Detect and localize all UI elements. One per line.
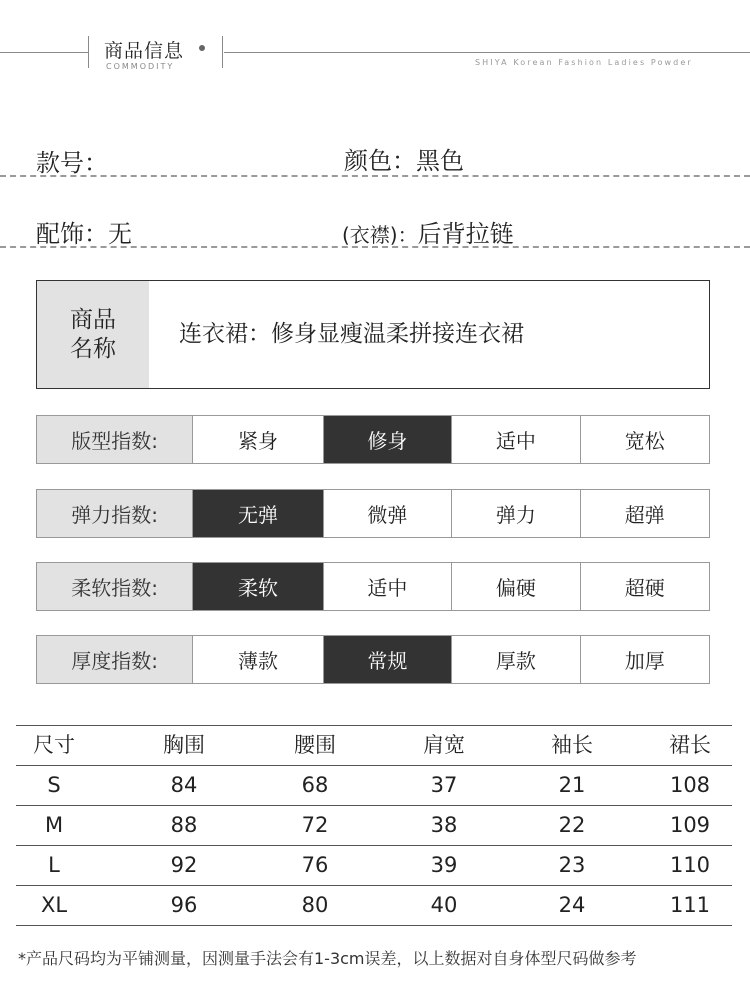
table-header-cell: 袖长 xyxy=(551,733,593,757)
index-option: 微弹 xyxy=(324,490,452,537)
index-label: 版型指数: xyxy=(37,416,193,463)
index-option: 弹力 xyxy=(452,490,580,537)
table-header-cell: 肩宽 xyxy=(423,733,465,757)
table-row xyxy=(16,766,732,806)
table-cell: 84 xyxy=(170,773,198,797)
product-name-box xyxy=(36,280,710,389)
brand-tagline: SHIYA Korean Fashion Ladies Powder xyxy=(475,58,693,67)
index-option: 偏硬 xyxy=(452,563,580,610)
index-label: 弹力指数: xyxy=(37,490,193,537)
index-label: 厚度指数: xyxy=(37,636,193,683)
placket-value: 后背拉链 xyxy=(417,220,514,248)
color-value: 黑色 xyxy=(416,147,464,175)
color-field xyxy=(344,141,464,176)
table-cell: 110 xyxy=(669,853,711,877)
index-option: 厚款 xyxy=(452,636,580,683)
index-option: 紧身 xyxy=(193,416,323,463)
table-cell: 72 xyxy=(301,813,329,837)
section-title: 商品信息 xyxy=(104,40,185,62)
table-cell: 108 xyxy=(669,773,711,797)
index-option: 加厚 xyxy=(624,649,665,673)
table-cell: 92 xyxy=(170,853,198,877)
measurement-note: *产品尺码均为平铺测量，因测量手法会有1-3cm误差，以上数据对自身体型尺码做参考 xyxy=(18,949,637,968)
header-divider-right xyxy=(222,36,223,68)
table-header-row xyxy=(16,725,732,766)
header-divider-left xyxy=(88,36,89,68)
index-label: 柔软指数: xyxy=(37,563,193,610)
index-option-selected: 修身 xyxy=(324,416,452,463)
table-cell: 96 xyxy=(170,893,198,917)
table-cell: 24 xyxy=(558,893,586,917)
index-option-selected: 常规 xyxy=(324,636,452,683)
size-table xyxy=(16,725,732,926)
table-cell: 76 xyxy=(301,853,329,877)
header-line-left xyxy=(0,52,88,53)
fit-index-row xyxy=(36,415,710,464)
accessory-value: 无 xyxy=(108,220,132,248)
accessory-field xyxy=(36,214,132,249)
index-option: 超弹 xyxy=(624,503,665,527)
bullet-dot-icon xyxy=(199,45,205,51)
table-header-cell: 腰围 xyxy=(294,733,336,757)
table-header-cell: 裙长 xyxy=(669,733,711,757)
table-cell: 40 xyxy=(430,893,458,917)
table-row xyxy=(16,806,732,846)
placket-field xyxy=(342,214,514,249)
dashed-divider xyxy=(0,175,750,177)
section-subtitle: COMMODITY xyxy=(106,62,175,71)
table-header-cell: 胸围 xyxy=(163,733,205,757)
table-cell: 109 xyxy=(669,813,711,837)
product-name-label xyxy=(37,281,149,388)
table-cell: 39 xyxy=(430,853,458,877)
accessory-label: 配饰： xyxy=(36,220,108,248)
table-cell: XL xyxy=(40,893,68,917)
table-cell: 68 xyxy=(301,773,329,797)
table-cell: 80 xyxy=(301,893,329,917)
product-name-value: 连衣裙：修身显瘦温柔拼接连衣裙 xyxy=(179,321,524,347)
table-row xyxy=(16,886,732,926)
index-option: 薄款 xyxy=(193,636,323,683)
elasticity-index-row xyxy=(36,489,710,538)
table-header-cell: 尺寸 xyxy=(33,733,75,757)
table-cell: 88 xyxy=(170,813,198,837)
table-cell: 38 xyxy=(430,813,458,837)
table-cell: 111 xyxy=(669,893,711,917)
index-option: 适中 xyxy=(452,416,580,463)
table-cell: 21 xyxy=(558,773,586,797)
index-option-selected: 无弹 xyxy=(193,490,323,537)
table-cell: 23 xyxy=(558,853,586,877)
index-option: 适中 xyxy=(324,563,452,610)
index-option-selected: 柔软 xyxy=(193,563,323,610)
table-cell: S xyxy=(47,773,61,797)
product-name-label-line1: 商品 xyxy=(70,306,116,333)
color-label: 颜色： xyxy=(344,147,416,175)
placket-label: (衣襟)： xyxy=(342,223,418,247)
thickness-index-row xyxy=(36,635,710,684)
table-cell: 22 xyxy=(558,813,586,837)
table-row xyxy=(16,846,732,886)
softness-index-row xyxy=(36,562,710,611)
dashed-divider xyxy=(0,246,750,248)
product-name-label-line2: 名称 xyxy=(70,335,116,362)
style-no-label: 款号： xyxy=(36,149,108,177)
header-line-right xyxy=(224,52,750,53)
table-cell: M xyxy=(44,813,64,837)
table-cell: L xyxy=(48,853,60,877)
table-cell: 37 xyxy=(430,773,458,797)
index-option: 宽松 xyxy=(624,429,665,453)
index-option: 超硬 xyxy=(624,576,665,600)
